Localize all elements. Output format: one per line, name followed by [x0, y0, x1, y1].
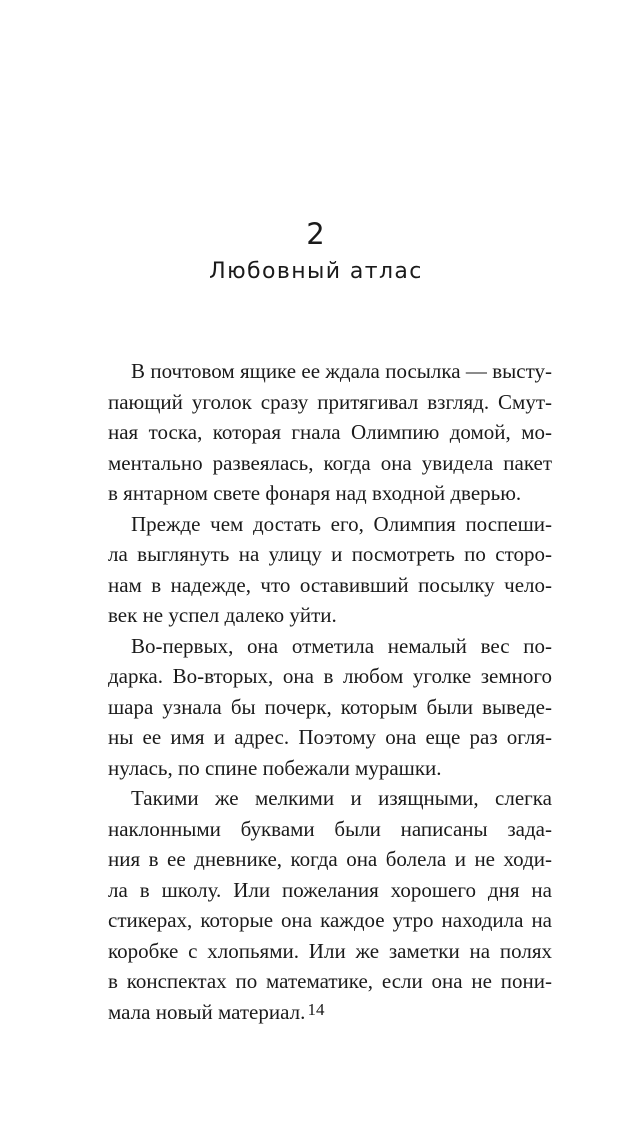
text-line: ны ее имя и адрес. Поэтому она еще раз огля- [108, 725, 552, 749]
text-line: шара узнала бы почерк, которым были выведе- [108, 694, 552, 719]
paragraph [108, 356, 552, 509]
text-line: Прежде чем достать его, Олимпия поспеши- [131, 511, 552, 536]
text-line: наклонными буквами были написаны зада- [108, 816, 552, 841]
chapter-title: Любовный атлас [209, 259, 423, 284]
text-line: пающий уголок сразу притягивал взгляд. Смут- [108, 389, 552, 414]
text-line: ния в ее дневнике, когда она болела и не ходи- [108, 847, 552, 871]
text-line: В почтовом ящике ее ждала посылка — высту- [131, 359, 552, 383]
body-text [108, 356, 552, 1027]
text-line: нам в надежде, что оставивший посылку чело- [108, 572, 552, 597]
text-line: в конспектах по математике, если она не пони- [108, 969, 552, 993]
text-line: век не успел далеко уйти. [108, 603, 337, 627]
text-line: Во-первых, она отметила немалый вес по- [131, 633, 552, 658]
text-line: ла в школу. Или пожелания хорошего дня на [108, 877, 552, 902]
text-line: мала новый материал. [108, 999, 306, 1024]
text-line: в янтарном свете фонаря над входной дверью. [108, 481, 522, 505]
text-line: дарка. Во-вторых, она в любом уголке земного [108, 664, 552, 688]
text-line: ная тоска, которая гнала Олимпию домой, мо- [108, 420, 552, 444]
text-line: коробке с хлопьями. Или же заметки на полях [108, 938, 552, 963]
text-line: ла выглянуть на улицу и посмотреть по сторо- [108, 542, 552, 566]
paragraph [108, 631, 552, 784]
text-line: Такими же мелкими и изящными, слегка [131, 786, 552, 810]
page-number: 14 [307, 1000, 325, 1019]
text-line: стикерах, которые она каждое утро находила на [108, 908, 552, 932]
paragraph [108, 783, 552, 1027]
text-line: нулась, по спине побежали мурашки. [108, 755, 442, 780]
text-line: ментально развеялась, когда она увидела пакет [108, 450, 552, 475]
paragraph [108, 509, 552, 631]
chapter-number: 2 [306, 217, 326, 251]
